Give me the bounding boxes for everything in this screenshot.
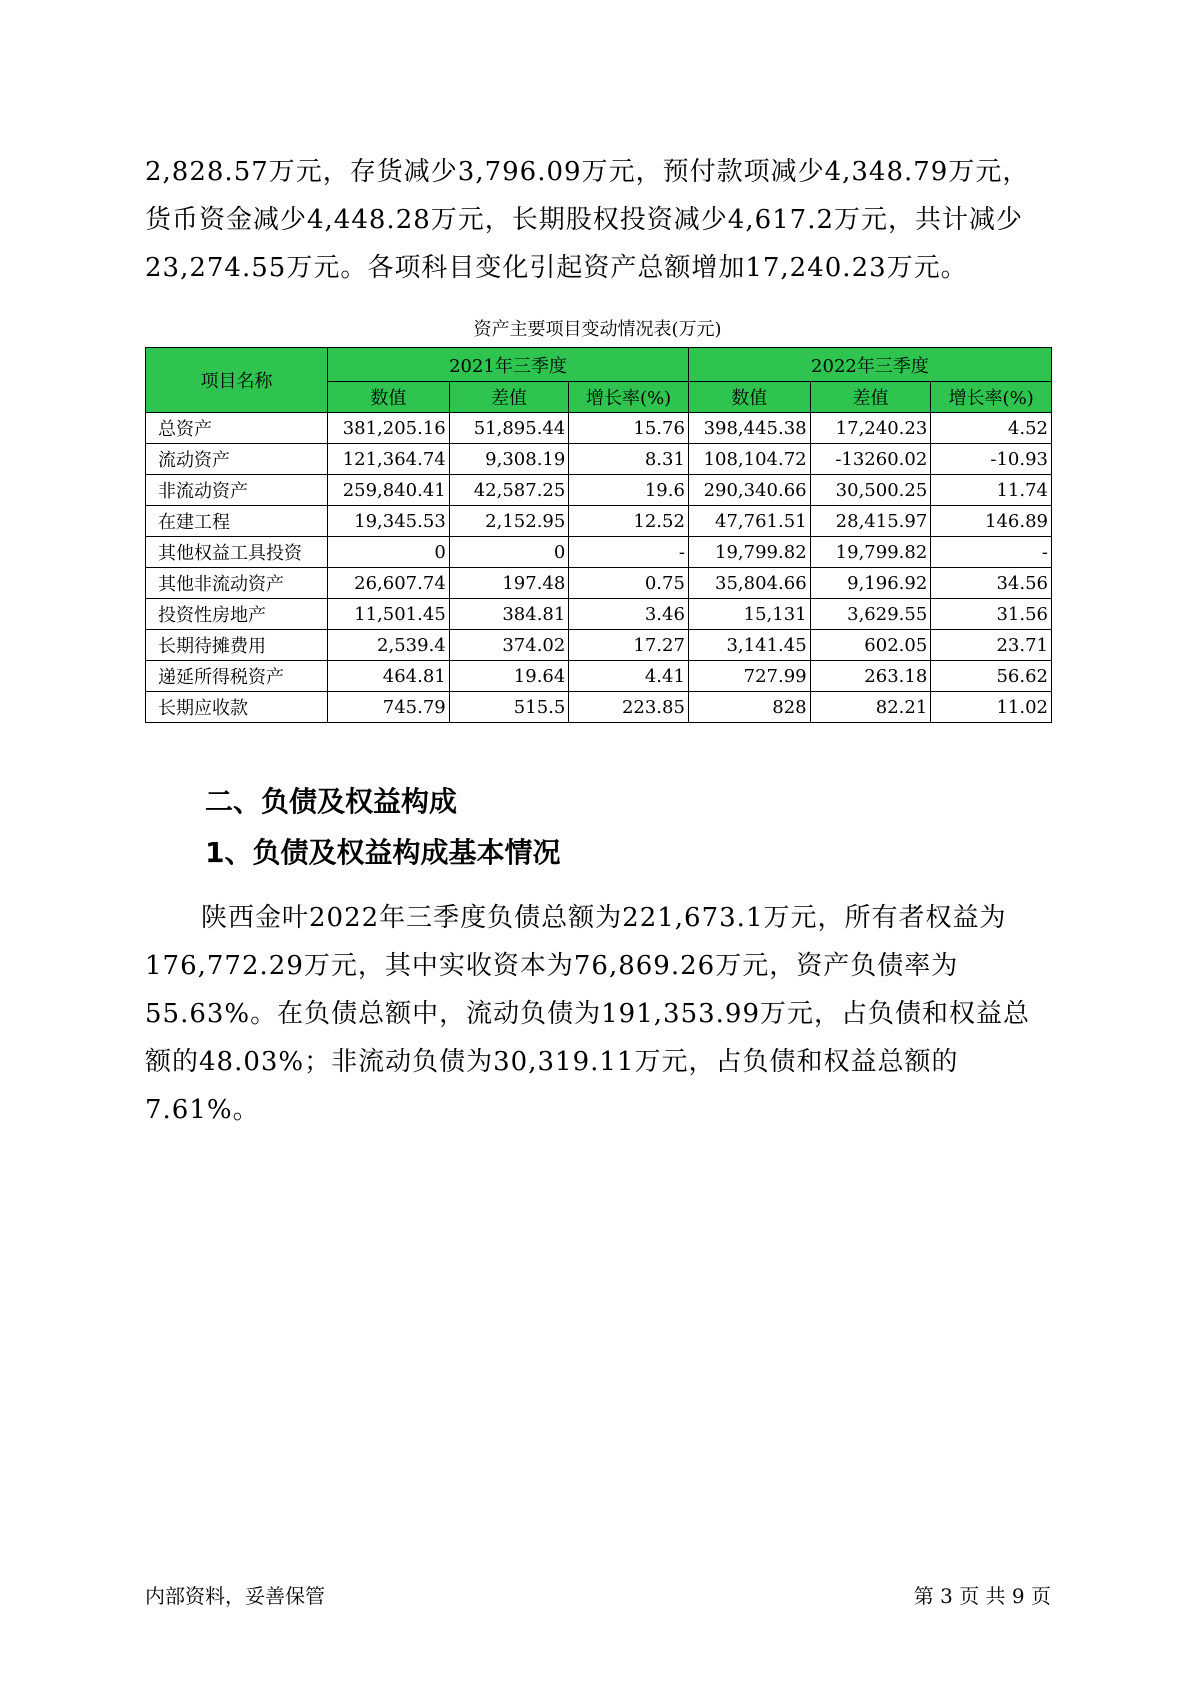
growth-2022: 146.89: [931, 506, 1052, 537]
row-name: 总资产: [146, 413, 328, 444]
header-growth-2021: 增长率(%): [569, 382, 689, 413]
footer-confidential-note: 内部资料，妥善保管: [145, 1584, 325, 1608]
growth-2021: 4.41: [569, 661, 689, 692]
growth-2022: 23.71: [931, 630, 1052, 661]
table-row: [146, 506, 1052, 537]
value-2022: 47,761.51: [688, 506, 810, 537]
table-row: [146, 568, 1052, 599]
diff-2022: 3,629.55: [810, 599, 931, 630]
growth-2022: -: [931, 537, 1052, 568]
table-body: [146, 413, 1052, 723]
row-name: 其他非流动资产: [146, 568, 328, 599]
diff-2021: 51,895.44: [449, 413, 569, 444]
header-item-name: 项目名称: [146, 348, 328, 413]
row-name: 投资性房地产: [146, 599, 328, 630]
growth-2021: 17.27: [569, 630, 689, 661]
subsection-heading: 1、负债及权益构成基本情况: [205, 836, 561, 869]
diff-2021: 0: [449, 537, 569, 568]
value-2021: 19,345.53: [328, 506, 450, 537]
diff-2022: 9,196.92: [810, 568, 931, 599]
value-2021: 26,607.74: [328, 568, 450, 599]
row-name: 长期待摊费用: [146, 630, 328, 661]
value-2022: 3,141.45: [688, 630, 810, 661]
growth-2022: 11.74: [931, 475, 1052, 506]
body-paragraph: 陕西金叶2022年三季度负债总额为221,673.1万元，所有者权益为176,772.29万元，其中实收资本为76,869.26万元，资产负债率为55.63%。在负债总额中，流动负债为191,353.99万元，占负债和权益总额的48.03%；非流动负债为30,319.11万元，占负债和权益总额的7.61%。: [145, 903, 1031, 1125]
growth-2021: -: [569, 537, 689, 568]
diff-2021: 9,308.19: [449, 444, 569, 475]
diff-2021: 2,152.95: [449, 506, 569, 537]
growth-2021: 19.6: [569, 475, 689, 506]
value-2021: 2,539.4: [328, 630, 450, 661]
table-header-row-1: [146, 348, 1052, 382]
table-row: [146, 537, 1052, 568]
diff-2022: 602.05: [810, 630, 931, 661]
row-name: 递延所得税资产: [146, 661, 328, 692]
growth-2022: 31.56: [931, 599, 1052, 630]
diff-2022: -13260.02: [810, 444, 931, 475]
growth-2022: -10.93: [931, 444, 1052, 475]
diff-2022: 30,500.25: [810, 475, 931, 506]
diff-2022: 28,415.97: [810, 506, 931, 537]
diff-2021: 374.02: [449, 630, 569, 661]
value-2021: 121,364.74: [328, 444, 450, 475]
header-diff-2021: 差值: [449, 382, 569, 413]
table-row: [146, 413, 1052, 444]
value-2022: 727.99: [688, 661, 810, 692]
assets-change-table: [145, 347, 1052, 723]
row-name: 流动资产: [146, 444, 328, 475]
growth-2022: 11.02: [931, 692, 1052, 723]
growth-2021: 0.75: [569, 568, 689, 599]
diff-2021: 19.64: [449, 661, 569, 692]
header-value-2021: 数值: [328, 382, 450, 413]
value-2021: 0: [328, 537, 450, 568]
row-name: 非流动资产: [146, 475, 328, 506]
growth-2022: 56.62: [931, 661, 1052, 692]
table-caption: 资产主要项目变动情况表(万元): [473, 319, 722, 340]
growth-2021: 12.52: [569, 506, 689, 537]
growth-2021: 15.76: [569, 413, 689, 444]
value-2021: 745.79: [328, 692, 450, 723]
table-row: [146, 692, 1052, 723]
table-row: [146, 599, 1052, 630]
value-2021: 464.81: [328, 661, 450, 692]
intro-paragraph: 2,828.57万元，存货减少3,796.09万元，预付款项减少4,348.79万元，货币资金减少4,448.28万元，长期股权投资减少4,617.2万元，共计减少23,274.55万元。各项科目变化引起资产总额增加17,240.23万元。: [145, 157, 1030, 283]
value-2022: 19,799.82: [688, 537, 810, 568]
value-2022: 398,445.38: [688, 413, 810, 444]
table-row: [146, 475, 1052, 506]
table-row: [146, 630, 1052, 661]
diff-2022: 263.18: [810, 661, 931, 692]
table-row: [146, 444, 1052, 475]
value-2021: 259,840.41: [328, 475, 450, 506]
row-name: 其他权益工具投资: [146, 537, 328, 568]
diff-2021: 42,587.25: [449, 475, 569, 506]
value-2022: 290,340.66: [688, 475, 810, 506]
header-value-2022: 数值: [688, 382, 810, 413]
diff-2021: 197.48: [449, 568, 569, 599]
value-2021: 381,205.16: [328, 413, 450, 444]
diff-2021: 515.5: [449, 692, 569, 723]
growth-2022: 34.56: [931, 568, 1052, 599]
growth-2021: 8.31: [569, 444, 689, 475]
growth-2022: 4.52: [931, 413, 1052, 444]
header-period-2021: 2021年三季度: [328, 348, 689, 382]
diff-2022: 17,240.23: [810, 413, 931, 444]
diff-2022: 19,799.82: [810, 537, 931, 568]
row-name: 在建工程: [146, 506, 328, 537]
header-growth-2022: 增长率(%): [931, 382, 1052, 413]
value-2021: 11,501.45: [328, 599, 450, 630]
value-2022: 15,131: [688, 599, 810, 630]
value-2022: 35,804.66: [688, 568, 810, 599]
growth-2021: 3.46: [569, 599, 689, 630]
table-row: [146, 661, 1052, 692]
footer-page-number: 第 3 页 共 9 页: [913, 1584, 1051, 1608]
header-diff-2022: 差值: [810, 382, 931, 413]
diff-2021: 384.81: [449, 599, 569, 630]
section-heading: 二、负债及权益构成: [205, 785, 458, 818]
diff-2022: 82.21: [810, 692, 931, 723]
value-2022: 108,104.72: [688, 444, 810, 475]
value-2022: 828: [688, 692, 810, 723]
header-period-2022: 2022年三季度: [688, 348, 1051, 382]
growth-2021: 223.85: [569, 692, 689, 723]
row-name: 长期应收款: [146, 692, 328, 723]
